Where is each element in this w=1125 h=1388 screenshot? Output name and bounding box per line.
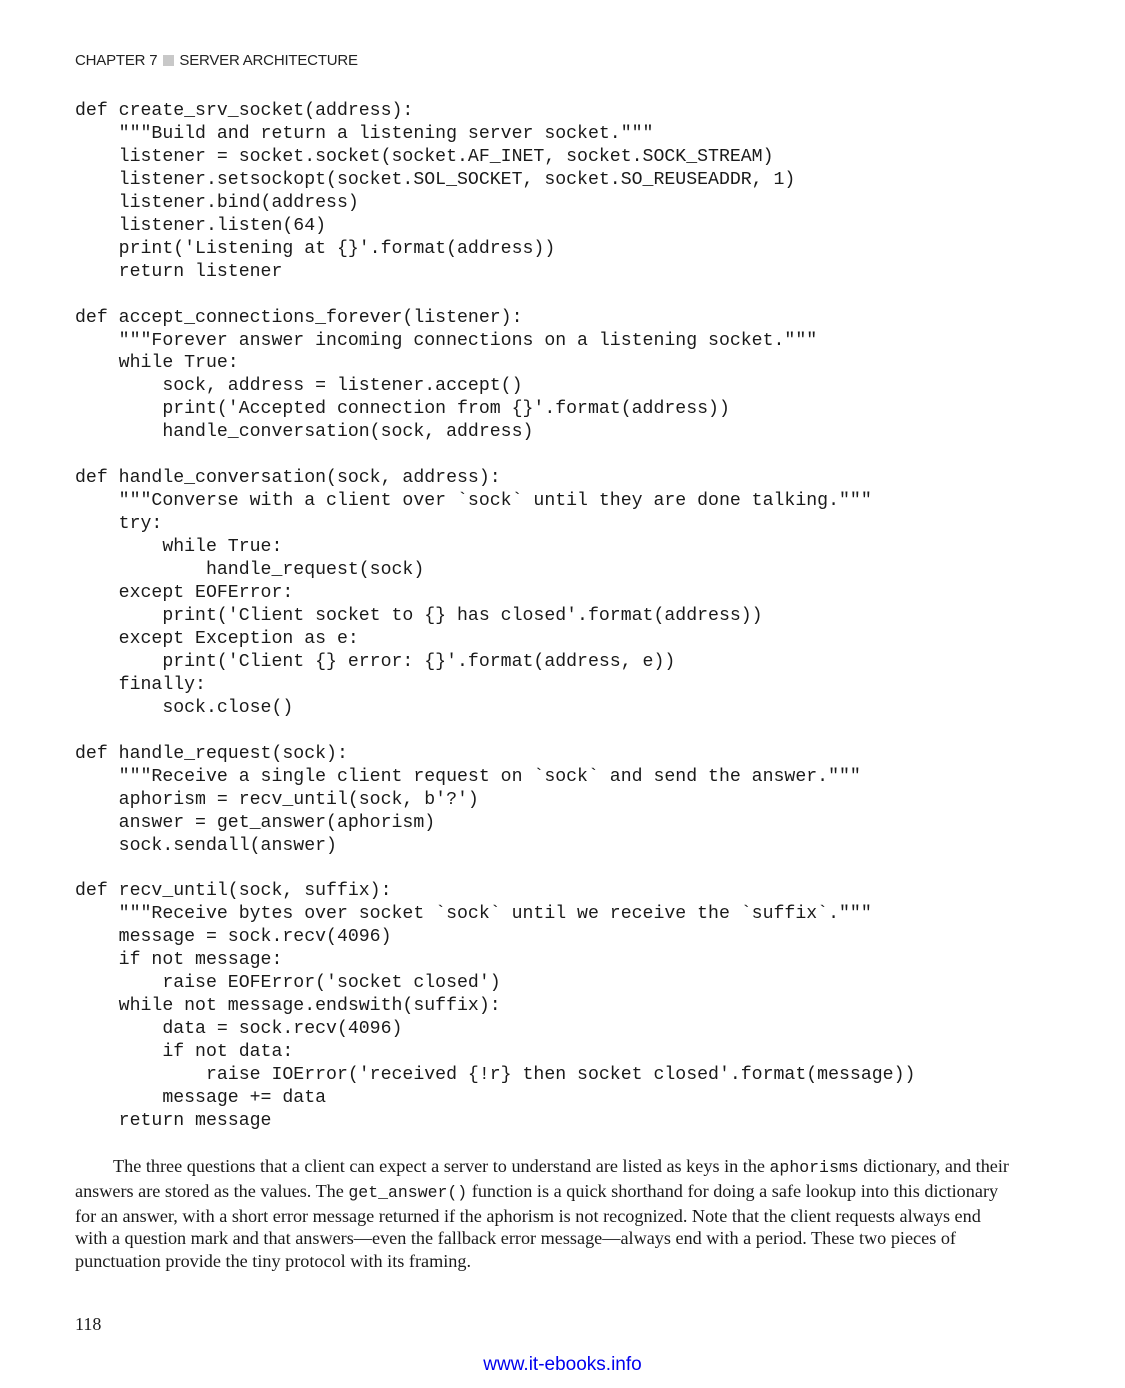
code-line: def accept_connections_forever(listener): xyxy=(75,307,523,328)
code-line: listener = socket.socket(socket.AF_INET, socket.SOCK_STREAM) xyxy=(75,146,774,167)
body-paragraph xyxy=(75,1155,1010,1273)
paragraph-text-3: function is a quick shorthand for doing a safe lookup into this dictionary for an answer, with a short error message returned if the aphorism is not recognized. Note that the client requests always end with a question mark and that answers—even the fallback error message—always end with a period. These two pieces of punctuation provide the tiny protocol with its framing. xyxy=(75,1180,999,1272)
chapter-label: CHAPTER 7 xyxy=(75,52,158,69)
code-line: message += data xyxy=(75,1087,327,1108)
code-line: """Forever answer incoming connections on a listening socket.""" xyxy=(75,330,818,351)
code-line: def handle_request(sock): xyxy=(75,743,348,764)
paragraph-text-1: The three questions that a client can expect a server to understand are listed as keys in the xyxy=(113,1156,770,1176)
code-line: print('Client socket to {} has closed'.format(address)) xyxy=(75,605,763,626)
code-listing xyxy=(75,100,915,1133)
code-line: except Exception as e: xyxy=(75,628,359,649)
code-line: print('Listening at {}'.format(address)) xyxy=(75,238,556,259)
chapter-title: SERVER ARCHITECTURE xyxy=(179,52,358,69)
code-line: answer = get_answer(aphorism) xyxy=(75,812,436,833)
code-line: print('Accepted connection from {}'.format(address)) xyxy=(75,399,730,420)
running-header xyxy=(75,52,358,69)
header-square-icon xyxy=(163,55,174,66)
code-line: listener.listen(64) xyxy=(75,215,327,236)
code-line: message = sock.recv(4096) xyxy=(75,927,392,948)
code-line: """Receive bytes over socket `sock` until we receive the `suffix`.""" xyxy=(75,904,872,925)
code-line: except EOFError: xyxy=(75,583,294,604)
code-line: def handle_conversation(sock, address): xyxy=(75,468,501,489)
code-line: raise EOFError('socket closed') xyxy=(75,973,501,994)
code-line: while True: xyxy=(75,537,283,558)
code-line: raise IOError('received {!r} then socket closed'.format(message)) xyxy=(75,1065,916,1086)
code-line: sock.sendall(answer) xyxy=(75,835,337,856)
code-line: sock, address = listener.accept() xyxy=(75,376,523,397)
code-line: def recv_until(sock, suffix): xyxy=(75,881,392,902)
code-line: handle_conversation(sock, address) xyxy=(75,422,534,443)
code-line: """Converse with a client over `sock` until they are done talking.""" xyxy=(75,491,872,512)
code-line: finally: xyxy=(75,674,206,695)
code-line: try: xyxy=(75,514,163,535)
paragraph-text-2: dictionary, and their answers are stored as the values. The xyxy=(75,1156,1009,1201)
inline-code-get-answer: get_answer() xyxy=(348,1182,468,1202)
code-line: if not message: xyxy=(75,950,283,971)
code-line: listener.setsockopt(socket.SOL_SOCKET, socket.SO_REUSEADDR, 1) xyxy=(75,169,796,190)
code-line: """Build and return a listening server socket.""" xyxy=(75,123,654,144)
code-line: handle_request(sock) xyxy=(75,560,425,581)
code-line: """Receive a single client request on `sock` and send the answer.""" xyxy=(75,766,861,787)
inline-code-aphorisms: aphorisms xyxy=(769,1158,859,1177)
code-line: sock.close() xyxy=(75,697,294,718)
code-line: listener.bind(address) xyxy=(75,192,359,213)
code-line: while not message.endswith(suffix): xyxy=(75,996,501,1017)
footer-link[interactable]: www.it-ebooks.info xyxy=(483,1354,642,1375)
code-line: if not data: xyxy=(75,1042,294,1063)
code-line: print('Client {} error: {}'.format(address, e)) xyxy=(75,651,676,672)
code-line: return message xyxy=(75,1110,272,1131)
code-line: aphorism = recv_until(sock, b'?') xyxy=(75,789,479,810)
code-line: while True: xyxy=(75,353,239,374)
code-line: return listener xyxy=(75,261,283,282)
code-line: data = sock.recv(4096) xyxy=(75,1019,403,1040)
page-number: 118 xyxy=(75,1314,102,1334)
code-line: def create_srv_socket(address): xyxy=(75,101,414,121)
